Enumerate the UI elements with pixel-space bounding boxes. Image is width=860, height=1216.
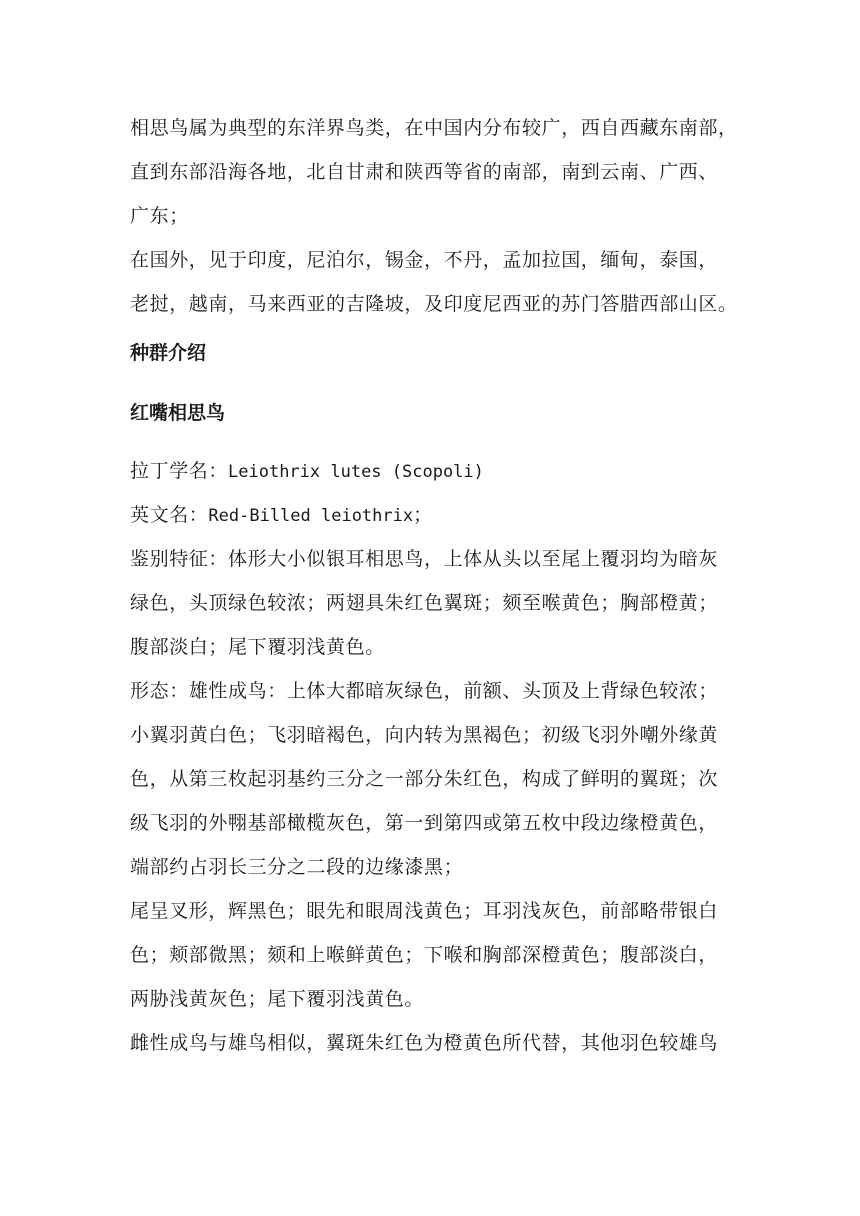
tail-line-3: 两胁浅黄灰色；尾下覆羽浅黄色。 <box>130 988 425 1010</box>
identification-line-3: 腹部淡白；尾下覆羽浅黄色。 <box>130 636 385 658</box>
intro-line-3: 广东； <box>130 205 189 227</box>
morphology-line-1: 形态：雄性成鸟：上体大都暗灰绿色，前额、头顶及上背绿色较浓； <box>130 680 719 702</box>
intro-line-4: 在国外，见于印度，尼泊尔，锡金，不丹，孟加拉国，缅甸，泰国， <box>130 249 719 271</box>
section-title-block <box>130 331 742 375</box>
english-name-line <box>130 493 742 537</box>
species-details <box>130 449 742 1065</box>
latin-name-label: 拉丁学名： <box>130 460 229 482</box>
morphology-line-4: 级飞羽的外翈基部橄榄灰色，第一到第四或第五枚中段边缘橙黄色， <box>130 812 719 834</box>
intro-paragraph <box>130 106 742 326</box>
intro-line-5: 老挝，越南，马来西亚的吉隆坡，及印度尼西亚的苏门答腊西部山区。 <box>130 293 738 315</box>
morphology-line-3: 色，从第三枚起羽基约三分之一部分朱红色，构成了鲜明的翼斑；次 <box>130 768 719 790</box>
english-name-value: Red-Billed leiothrix <box>208 506 414 526</box>
morphology-line-5: 端部约占羽长三分之二段的边缘漆黑； <box>130 856 464 878</box>
english-name-end: ； <box>413 504 433 526</box>
english-name-label: 英文名： <box>130 504 209 526</box>
species-name: 红嘴相思鸟 <box>130 402 226 424</box>
section-title: 种群介绍 <box>130 342 207 364</box>
latin-name-line <box>130 449 742 493</box>
identification-line-2: 绿色，头顶绿色较浓；两翅具朱红色翼斑；颏至喉黄色；胸部橙黄； <box>130 592 719 614</box>
species-title-block <box>130 391 742 435</box>
intro-line-2: 直到东部沿海各地，北自甘肃和陕西等省的南部，南到云南、广西、 <box>130 161 719 183</box>
intro-line-1: 相思鸟属为典型的东洋界鸟类，在中国内分布较广，西自西藏东南部， <box>130 117 738 139</box>
identification-line-1: 鉴别特征：体形大小似银耳相思鸟，上体从头以至尾上覆羽均为暗灰 <box>130 548 719 570</box>
female-line-1: 雌性成鸟与雄鸟相似，翼斑朱红色为橙黄色所代替，其他羽色较雄鸟 <box>130 1032 719 1054</box>
latin-name-value: Leiothrix lutes (Scopoli) <box>228 462 484 482</box>
morphology-line-2: 小翼羽黄白色；飞羽暗褐色，向内转为黑褐色；初级飞羽外嘲外缘黄 <box>130 724 719 746</box>
tail-line-1: 尾呈叉形，辉黑色；眼先和眼周浅黄色；耳羽浅灰色，前部略带银白 <box>130 900 719 922</box>
tail-line-2: 色；颊部微黑；颏和上喉鲜黄色；下喉和胸部深橙黄色；腹部淡白， <box>130 944 719 966</box>
